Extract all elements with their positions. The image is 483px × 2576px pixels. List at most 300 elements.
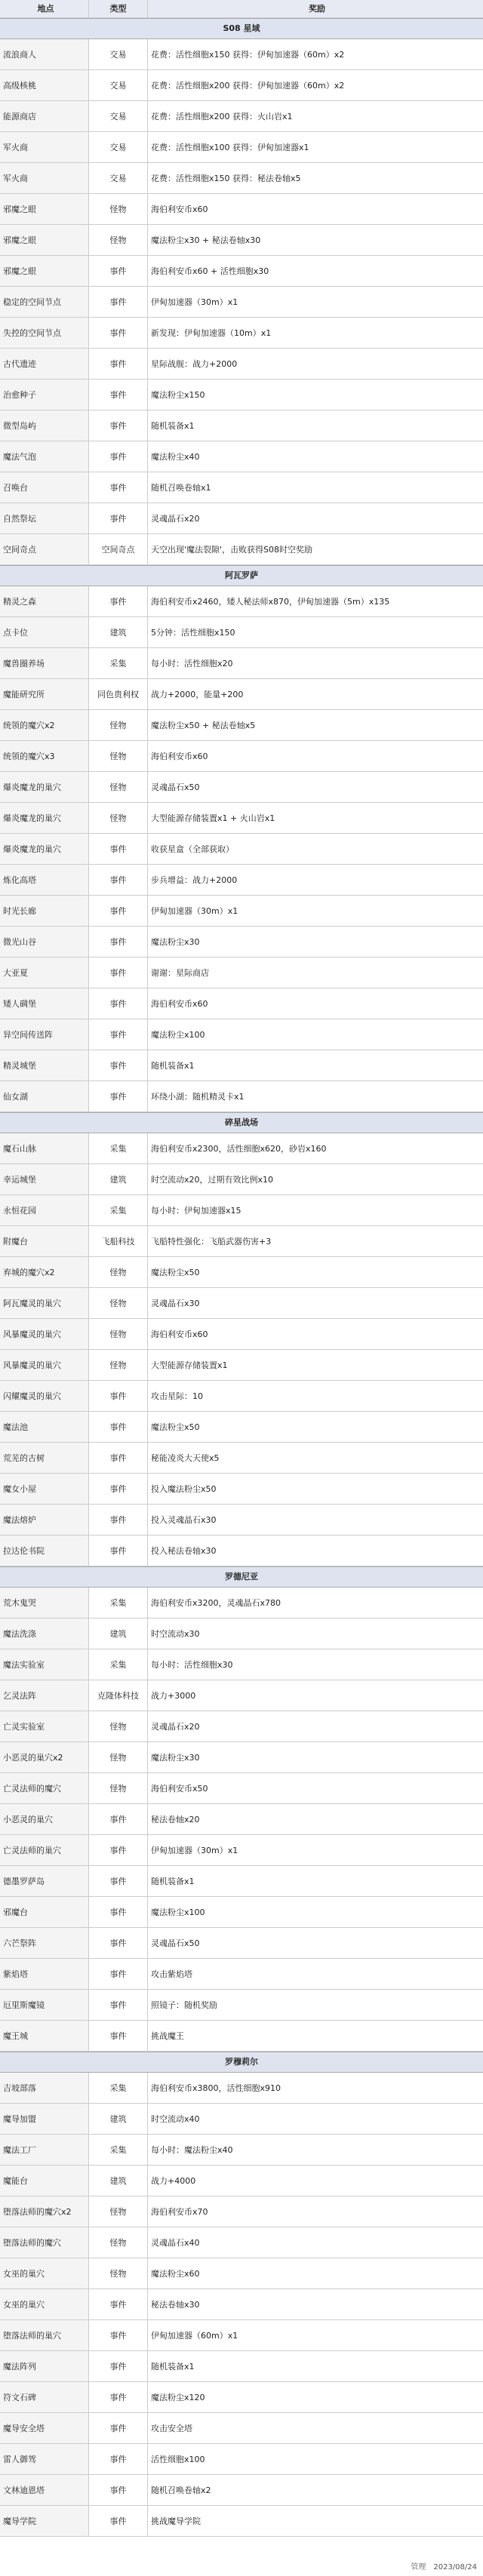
type-cell: 交易	[89, 39, 148, 69]
reward-cell: 每小时：魔法粉尘x40	[151, 2145, 233, 2155]
location-cell: 精灵城堡	[0, 1050, 89, 1081]
location-cell: 女巫的巢穴	[0, 2289, 89, 2319]
type-cell: 事件	[89, 865, 148, 895]
type-cell: 事件	[89, 380, 148, 410]
reward-cell: 步兵增益：战力+2000	[151, 875, 238, 885]
table-row	[0, 741, 483, 772]
table-header	[0, 0, 483, 18]
location-cell: 魔法池	[0, 1412, 89, 1442]
location-cell: 爆炎魔龙的巢穴	[0, 803, 89, 833]
type-cell: 交易	[89, 132, 148, 162]
reward-cell: 魔法粉尘x100	[151, 1907, 205, 1917]
reward-cell: 投入魔法粉尘x50	[151, 1484, 217, 1494]
reward-cell: 海伯利安币x60	[151, 999, 208, 1009]
type-cell: 事件	[89, 2021, 148, 2051]
table-row	[0, 2227, 483, 2258]
reward-cell: 照镜子：随机奖励	[151, 2000, 217, 2010]
location-cell: 魔女小屋	[0, 1474, 89, 1504]
table-row	[0, 132, 483, 163]
table-row	[0, 1474, 483, 1505]
table-row	[0, 1081, 483, 1112]
location-cell: 自然祭坛	[0, 503, 89, 533]
table-row	[0, 2320, 483, 2351]
type-cell: 事件	[89, 349, 148, 379]
table-row	[0, 2258, 483, 2289]
location-cell: 紫焰塔	[0, 1959, 89, 1989]
type-cell: 怪物	[89, 225, 148, 255]
reward-cell: 攻击安全塔	[151, 2424, 192, 2433]
reward-cell: 随机装备x1	[151, 421, 195, 431]
table-row	[0, 1928, 483, 1959]
reward-cell: 海伯利安币x3200，灵魂晶石x780	[151, 1598, 281, 1608]
table-row	[0, 865, 483, 896]
location-cell: 小恶灵的巢穴x2	[0, 1742, 89, 1772]
location-cell: 流浪商人	[0, 39, 89, 69]
table-row	[0, 1773, 483, 1804]
table-row	[0, 1835, 483, 1866]
location-cell: 阿瓦魔灵的巢穴	[0, 1288, 89, 1318]
reward-cell: 秘法卷轴x20	[151, 1815, 200, 1824]
location-cell: 大亚夏	[0, 958, 89, 988]
table-row	[0, 1164, 483, 1195]
location-cell: 弃城的魔穴x2	[0, 1257, 89, 1287]
reward-cell: 飞船特性强化：飞船武器伤害+3	[151, 1237, 272, 1247]
type-cell: 事件	[89, 586, 148, 616]
type-cell: 事件	[89, 1535, 148, 1566]
section-title: 罗德尼亚	[0, 1566, 483, 1588]
location-cell: 微型岛屿	[0, 410, 89, 441]
table-row	[0, 2351, 483, 2382]
reward-cell: 魔法粉尘x150	[151, 390, 205, 400]
location-cell: 小恶灵的巢穴	[0, 1804, 89, 1834]
reward-cell: 时空流动x30	[151, 1629, 200, 1639]
reward-cell: 攻击紫焰塔	[151, 1969, 192, 1979]
location-cell: 邪魔之眼	[0, 256, 89, 286]
table-row	[0, 1649, 483, 1680]
reward-cell: 伊甸加速器（30m）x1	[151, 297, 238, 307]
table-row	[0, 1535, 483, 1566]
type-cell: 交易	[89, 70, 148, 100]
location-cell: 堕落法师的魔穴x2	[0, 2196, 89, 2227]
reward-cell: 随机装备x1	[151, 1877, 195, 1886]
reward-cell: 伊甸加速器（30m）x1	[151, 1846, 238, 1855]
type-cell: 怪物	[89, 1773, 148, 1803]
table-row	[0, 988, 483, 1019]
location-cell: 堕落法师的魔穴	[0, 2227, 89, 2258]
location-cell: 拉达伦书院	[0, 1535, 89, 1566]
reward-cell: 海伯利安币x3800，活性细胞x910	[151, 2083, 281, 2093]
reward-cell: 战力+4000	[151, 2176, 196, 2186]
table-row	[0, 2413, 483, 2444]
table-row	[0, 1019, 483, 1050]
reward-cell: 灵魂晶石x40	[151, 2238, 200, 2248]
reward-cell: 攻击星际：10	[151, 1391, 203, 1401]
type-cell: 建筑	[89, 617, 148, 647]
location-cell: 幸运城堡	[0, 1164, 89, 1194]
type-cell: 事件	[89, 1081, 148, 1111]
location-cell: 古代遗迹	[0, 349, 89, 379]
type-cell: 事件	[89, 287, 148, 317]
location-cell: 魔导加盟	[0, 2104, 89, 2134]
section-title: 罗穆莉尔	[0, 2052, 483, 2073]
location-cell: 荒芜的古树	[0, 1443, 89, 1473]
table-row	[0, 1866, 483, 1897]
reward-cell: 花费：活性细胞x200 获得：火山岩x1	[151, 112, 293, 121]
reward-cell: 活性细胞x100	[151, 2455, 205, 2464]
table-row	[0, 1990, 483, 2021]
table-row	[0, 1381, 483, 1412]
header-reward: 奖励	[309, 4, 325, 14]
reward-cell: 灵魂晶石x50	[151, 782, 200, 792]
type-cell: 事件	[89, 988, 148, 1019]
location-cell: 亡灵法师的魔穴	[0, 1773, 89, 1803]
table-row	[0, 1133, 483, 1164]
location-cell: 德墨罗萨岛	[0, 1866, 89, 1896]
table-row	[0, 1680, 483, 1711]
table-row	[0, 1588, 483, 1618]
type-cell: 事件	[89, 2475, 148, 2505]
type-cell: 事件	[89, 1866, 148, 1896]
reward-cell: 魔法粉尘x50	[151, 1268, 200, 1277]
location-cell: 魔导学院	[0, 2506, 89, 2536]
reward-cell: 谢谢：星际商店	[151, 968, 209, 978]
reward-cell: 战力+3000	[151, 1691, 196, 1701]
reward-cell: 魔法粉尘x40	[151, 452, 200, 462]
location-cell: 荒木鬼哭	[0, 1588, 89, 1618]
type-cell: 怪物	[89, 1257, 148, 1287]
location-cell: 微光山谷	[0, 927, 89, 957]
reward-cell: 魔法粉尘x60	[151, 2269, 200, 2279]
reward-cell: 秘能凌炎大天使x5	[151, 1453, 220, 1463]
location-cell: 厄里斯魔镜	[0, 1990, 89, 2020]
location-cell: 稳定的空间节点	[0, 287, 89, 317]
type-cell: 怪物	[89, 710, 148, 740]
table-row	[0, 101, 483, 132]
reward-cell: 大型能源存储装置x1	[151, 1360, 228, 1370]
table-row	[0, 410, 483, 441]
table-row	[0, 380, 483, 410]
table-row	[0, 1226, 483, 1257]
location-cell: 统领的魔穴x2	[0, 710, 89, 740]
location-cell: 空间奇点	[0, 534, 89, 564]
location-cell: 风暴魔灵的巢穴	[0, 1350, 89, 1380]
type-cell: 怪物	[89, 1319, 148, 1349]
location-cell: 魔能研究所	[0, 679, 89, 709]
type-cell: 怪物	[89, 1711, 148, 1741]
table-row	[0, 710, 483, 741]
location-cell: 吉坡部落	[0, 2073, 89, 2103]
table-row	[0, 2021, 483, 2052]
reward-cell: 魔法粉尘x30	[151, 1753, 200, 1763]
table-row	[0, 927, 483, 958]
type-cell: 事件	[89, 410, 148, 441]
location-cell: 女巫的巢穴	[0, 2258, 89, 2289]
reward-cell: 灵魂晶石x20	[151, 1722, 200, 1732]
type-cell: 怪物	[89, 2227, 148, 2258]
type-cell: 事件	[89, 834, 148, 864]
reward-cell: 投入灵魂晶石x30	[151, 1515, 217, 1525]
type-cell: 采集	[89, 1195, 148, 1225]
location-cell: 炼化高塔	[0, 865, 89, 895]
location-cell: 魔法熔炉	[0, 1505, 89, 1535]
reward-cell: 每小时：伊甸加速器x15	[151, 1206, 242, 1216]
table-row	[0, 2196, 483, 2227]
type-cell: 事件	[89, 2289, 148, 2319]
location-cell: 统领的魔穴x3	[0, 741, 89, 771]
table-row	[0, 803, 483, 834]
location-cell: 魔能台	[0, 2166, 89, 2196]
type-cell: 怪物	[89, 1350, 148, 1380]
type-cell: 事件	[89, 472, 148, 503]
type-cell: 建筑	[89, 2166, 148, 2196]
location-cell: 雷人御驾	[0, 2444, 89, 2474]
type-cell: 事件	[89, 1443, 148, 1473]
reward-cell: 随机装备x1	[151, 1061, 195, 1071]
section-title: 阿瓦罗萨	[0, 565, 483, 586]
type-cell: 怪物	[89, 194, 148, 224]
table-row	[0, 2289, 483, 2320]
location-cell: 能源商店	[0, 101, 89, 131]
type-cell: 事件	[89, 441, 148, 472]
table-row	[0, 958, 483, 988]
reward-cell: 花费：活性细胞x150 获得：秘法卷轴x5	[151, 174, 301, 183]
table-row	[0, 225, 483, 256]
type-cell: 怪物	[89, 741, 148, 771]
type-cell: 事件	[89, 958, 148, 988]
type-cell: 采集	[89, 2135, 148, 2165]
table-row	[0, 586, 483, 617]
type-cell: 事件	[89, 1505, 148, 1535]
type-cell: 事件	[89, 927, 148, 957]
type-cell: 空间奇点	[89, 534, 148, 564]
table-row	[0, 1050, 483, 1081]
location-cell: 矮人碉堡	[0, 988, 89, 1019]
table-row	[0, 2104, 483, 2135]
footer-credit: 管理 2023/08/24	[411, 2563, 477, 2571]
location-cell: 失控的空间节点	[0, 318, 89, 348]
reward-cell: 时空流动x40	[151, 2114, 200, 2124]
table-row	[0, 441, 483, 472]
reward-cell: 星际战舰：战力+2000	[151, 359, 238, 369]
type-cell: 交易	[89, 101, 148, 131]
location-cell: 亡灵实验室	[0, 1711, 89, 1741]
type-cell: 建筑	[89, 2104, 148, 2134]
location-cell: 仙女湖	[0, 1081, 89, 1111]
table-row	[0, 256, 483, 287]
reward-cell: 大型能源存储装置x1 + 火山岩x1	[151, 813, 275, 823]
location-cell: 精灵之森	[0, 586, 89, 616]
reward-cell: 每小时：活性细胞x30	[151, 1660, 233, 1670]
type-cell: 事件	[89, 1050, 148, 1081]
table-row	[0, 2444, 483, 2475]
table-row	[0, 2073, 483, 2104]
type-cell: 事件	[89, 2506, 148, 2536]
reward-cell: 灵魂晶石x50	[151, 1938, 200, 1948]
header-type: 类型	[89, 0, 148, 17]
location-cell: 爆炎魔龙的巢穴	[0, 772, 89, 802]
type-cell: 怪物	[89, 2258, 148, 2289]
table-row	[0, 1505, 483, 1535]
reward-cell: 投入秘法卷轴x30	[151, 1546, 217, 1556]
table-row	[0, 39, 483, 70]
reward-cell: 秘法卷轴x30	[151, 2300, 200, 2310]
reward-cell: 环绕小湖：随机精灵卡x1	[151, 1092, 245, 1102]
table-row	[0, 287, 483, 318]
location-cell: 魔导安全塔	[0, 2413, 89, 2443]
reward-cell: 随机装备x1	[151, 2362, 195, 2372]
table-row	[0, 1195, 483, 1226]
reward-cell: 灵魂晶石x30	[151, 1299, 200, 1308]
location-cell: 召唤台	[0, 472, 89, 503]
reward-cell: 魔法粉尘x50	[151, 1422, 200, 1432]
table-row	[0, 534, 483, 565]
table-row	[0, 1897, 483, 1928]
table-row	[0, 1257, 483, 1288]
location-cell: 魔法工厂	[0, 2135, 89, 2165]
reward-cell: 海伯利安币x60	[151, 1329, 208, 1339]
reward-cell: 海伯利安币x2460，矮人秘法师x870，伊甸加速器（5m）x135	[151, 597, 390, 607]
type-cell: 事件	[89, 1804, 148, 1834]
table-row	[0, 163, 483, 194]
reward-cell: 魔法粉尘x30	[151, 937, 200, 947]
type-cell: 事件	[89, 2320, 148, 2350]
type-cell: 采集	[89, 1588, 148, 1618]
type-cell: 怪物	[89, 1742, 148, 1772]
reward-cell: 花费：活性细胞x200 获得：伊甸加速器（60m）x2	[151, 81, 345, 91]
table-row	[0, 1443, 483, 1474]
location-cell: 军火商	[0, 163, 89, 193]
table-row	[0, 1711, 483, 1742]
type-cell: 事件	[89, 1835, 148, 1865]
reward-cell: 挑战魔王	[151, 2031, 184, 2041]
reward-cell: 魔法粉尘x30 + 秘法卷轴x30	[151, 235, 261, 245]
location-cell: 魔石山脉	[0, 1133, 89, 1164]
reward-cell: 随机召唤卷轴x2	[151, 2485, 211, 2495]
type-cell: 事件	[89, 2444, 148, 2474]
reward-cell: 海伯利安币x60	[151, 204, 208, 214]
type-cell: 怪物	[89, 772, 148, 802]
reward-cell: 新发现：伊甸加速器（10m）x1	[151, 328, 272, 338]
reward-cell: 海伯利安币x60	[151, 752, 208, 761]
location-cell: 六芒祭阵	[0, 1928, 89, 1958]
table-row	[0, 617, 483, 648]
table-row	[0, 1319, 483, 1350]
table-row	[0, 1288, 483, 1319]
table-row	[0, 896, 483, 927]
location-cell: 风暴魔灵的巢穴	[0, 1319, 89, 1349]
table-body	[0, 18, 483, 2537]
table-row	[0, 1742, 483, 1773]
type-cell: 飞船科技	[89, 1226, 148, 1256]
location-cell: 魔法洗涤	[0, 1618, 89, 1649]
reward-cell: 天空出现'魔法裂隙'，击败获得S08时空奖励	[151, 545, 313, 555]
location-cell: 闪耀魔灵的巢穴	[0, 1381, 89, 1411]
location-cell: 点卡位	[0, 617, 89, 647]
reward-cell: 灵魂晶石x20	[151, 514, 200, 524]
location-cell: 爆炎魔龙的巢穴	[0, 834, 89, 864]
reward-cell: 海伯利安币x50	[151, 1784, 208, 1794]
reward-cell: 每小时：活性细胞x20	[151, 659, 233, 669]
table-row	[0, 1350, 483, 1381]
reward-cell: 收获星盒（全部获取）	[151, 844, 234, 854]
reward-cell: 魔法粉尘x120	[151, 2393, 205, 2402]
location-cell: 符文石碑	[0, 2382, 89, 2412]
type-cell: 事件	[89, 1019, 148, 1050]
type-cell: 怪物	[89, 2196, 148, 2227]
table-row	[0, 2475, 483, 2506]
reward-cell: 伊甸加速器（60m）x1	[151, 2331, 238, 2341]
table-row	[0, 318, 483, 349]
table-row	[0, 503, 483, 534]
section-title: S08 星域	[0, 18, 483, 39]
location-cell: 永恒花园	[0, 1195, 89, 1225]
table-row	[0, 679, 483, 710]
type-cell: 事件	[89, 1990, 148, 2020]
type-cell: 事件	[89, 503, 148, 533]
table-row	[0, 648, 483, 679]
type-cell: 事件	[89, 1381, 148, 1411]
location-cell: 时光长廊	[0, 896, 89, 926]
location-cell: 邪魔台	[0, 1897, 89, 1927]
type-cell: 采集	[89, 1133, 148, 1164]
type-cell: 事件	[89, 1412, 148, 1442]
type-cell: 克隆体科技	[89, 1680, 148, 1711]
table-row	[0, 194, 483, 225]
reward-cell: 海伯利安币x60 + 活性细胞x30	[151, 266, 269, 276]
type-cell: 建筑	[89, 1164, 148, 1194]
location-cell: 异空间传送阵	[0, 1019, 89, 1050]
reward-cell: 魔法粉尘x100	[151, 1030, 205, 1040]
table-row	[0, 772, 483, 803]
location-cell: 魔王城	[0, 2021, 89, 2051]
location-cell: 魔法气泡	[0, 441, 89, 472]
location-cell: 魔法阵列	[0, 2351, 89, 2381]
table-row	[0, 2506, 483, 2537]
reward-cell: 战力+2000，能量+200	[151, 690, 244, 699]
type-cell: 事件	[89, 896, 148, 926]
type-cell: 建筑	[89, 1618, 148, 1649]
type-cell: 同色贵利权	[89, 679, 148, 709]
location-cell: 军火商	[0, 132, 89, 162]
type-cell: 事件	[89, 2382, 148, 2412]
type-cell: 事件	[89, 2413, 148, 2443]
location-cell: 邪魔之眼	[0, 225, 89, 255]
type-cell: 交易	[89, 163, 148, 193]
table-row	[0, 2166, 483, 2196]
location-cell: 附魔台	[0, 1226, 89, 1256]
location-cell: 魔兽圈养场	[0, 648, 89, 678]
reward-cell: 海伯利安币x2300，活性细胞x620，砂岩x160	[151, 1144, 327, 1154]
type-cell: 事件	[89, 1959, 148, 1989]
location-cell: 治愈种子	[0, 380, 89, 410]
reward-cell: 花费：活性细胞x100 获得：伊甸加速器x1	[151, 143, 309, 152]
table-row	[0, 1412, 483, 1443]
type-cell: 事件	[89, 318, 148, 348]
reward-cell: 5分钟：活性细胞x150	[151, 628, 235, 638]
location-cell: 魔法实验室	[0, 1649, 89, 1680]
reward-cell: 挑战魔导学院	[151, 2516, 201, 2526]
location-cell: 堕落法师的巢穴	[0, 2320, 89, 2350]
table-row	[0, 349, 483, 380]
type-cell: 采集	[89, 1649, 148, 1680]
location-cell: 邪魔之眼	[0, 194, 89, 224]
type-cell: 事件	[89, 1928, 148, 1958]
type-cell: 采集	[89, 648, 148, 678]
table-row	[0, 1959, 483, 1990]
type-cell: 事件	[89, 1474, 148, 1504]
type-cell: 事件	[89, 2351, 148, 2381]
type-cell: 怪物	[89, 1288, 148, 1318]
